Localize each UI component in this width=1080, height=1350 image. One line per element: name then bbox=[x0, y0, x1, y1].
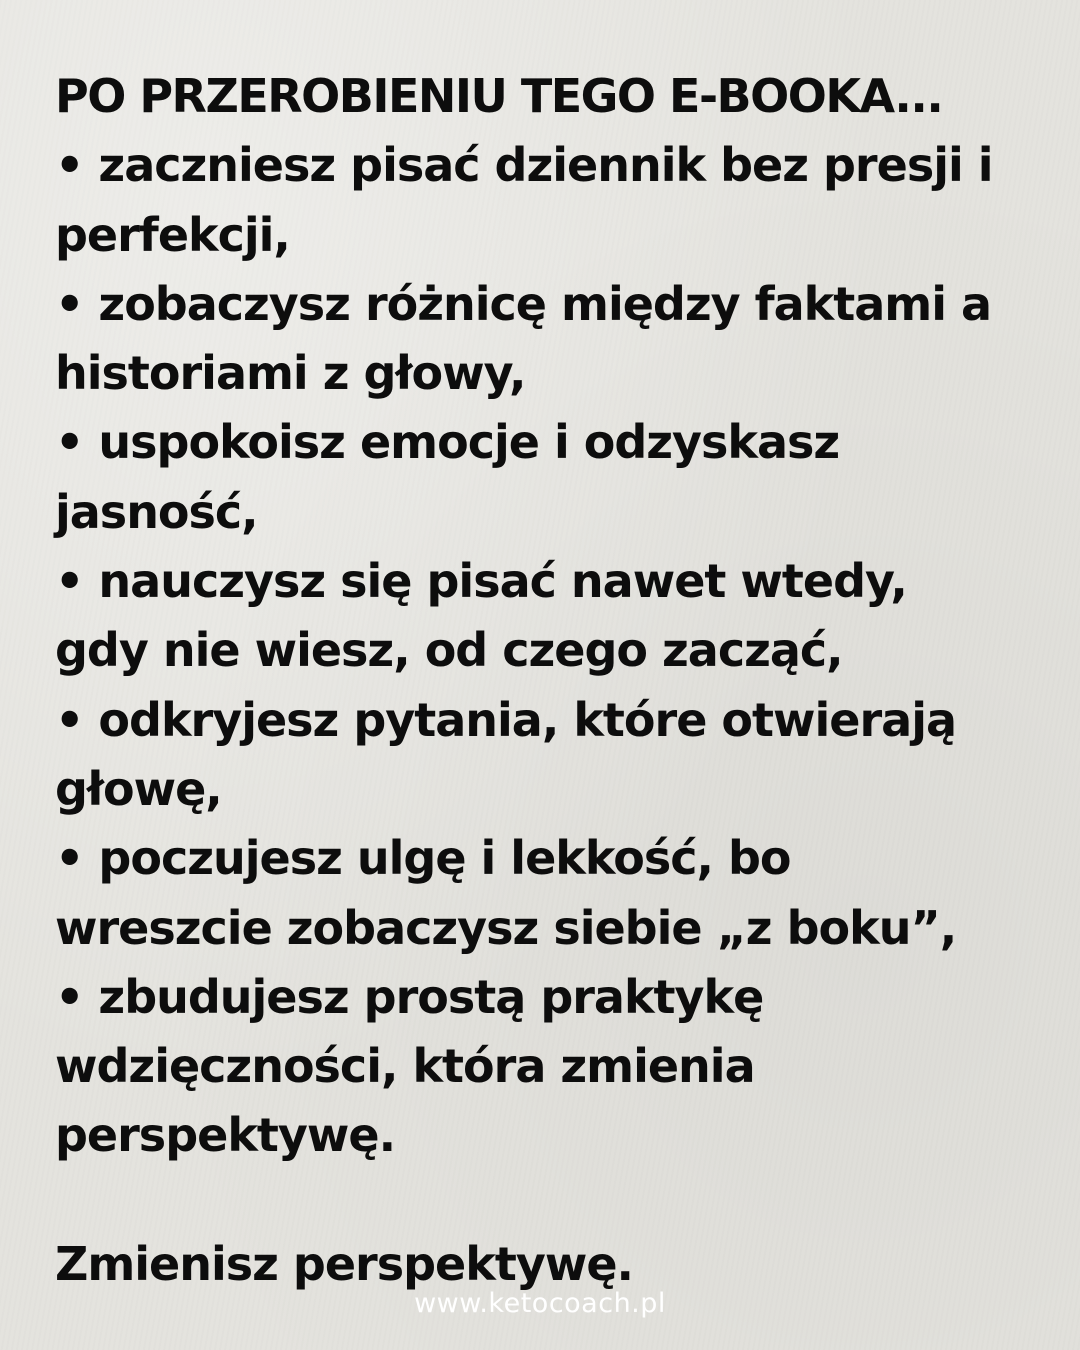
page-title: PO PRZEROBIENIU TEGO E-BOOKA... bbox=[55, 69, 943, 123]
bullet-7-line-1: • zbudujesz prostą praktykę bbox=[55, 969, 764, 1024]
bullet-1-line-1: • zaczniesz pisać dziennik bez presji i bbox=[55, 138, 993, 193]
closing-statement: Zmienisz perspektywę. bbox=[55, 1237, 633, 1291]
bullet-5-line-2: głowę, bbox=[55, 761, 222, 816]
bullet-3-line-2: jasność, bbox=[55, 484, 258, 539]
bullet-6-line-1: • poczujesz ulgę i lekkość, bo bbox=[55, 831, 791, 886]
bullet-7-line-2: wdzięczności, która zmienia bbox=[55, 1039, 755, 1094]
bullet-4-line-2: gdy nie wiesz, od czego zacząć, bbox=[55, 623, 843, 678]
bullet-1-line-2: perfekcji, bbox=[55, 207, 290, 262]
bullet-2-line-2: historiami z głowy, bbox=[55, 346, 526, 401]
website-url: www.ketocoach.pl bbox=[414, 1288, 666, 1319]
bullet-7-line-3: perspektywę. bbox=[55, 1108, 396, 1163]
bullet-4-line-1: • nauczysz się pisać nawet wtedy, bbox=[55, 554, 907, 609]
bullet-3-line-1: • uspokoisz emocje i odzyskasz bbox=[55, 415, 840, 470]
main-text-block bbox=[55, 62, 1045, 1171]
bullet-6-line-2: wreszcie zobaczysz siebie „z boku”, bbox=[55, 900, 957, 955]
bullet-5-line-1: • odkryjesz pytania, które otwierają bbox=[55, 692, 957, 747]
bullet-2-line-1: • zobaczysz różnicę między faktami a bbox=[55, 276, 992, 331]
